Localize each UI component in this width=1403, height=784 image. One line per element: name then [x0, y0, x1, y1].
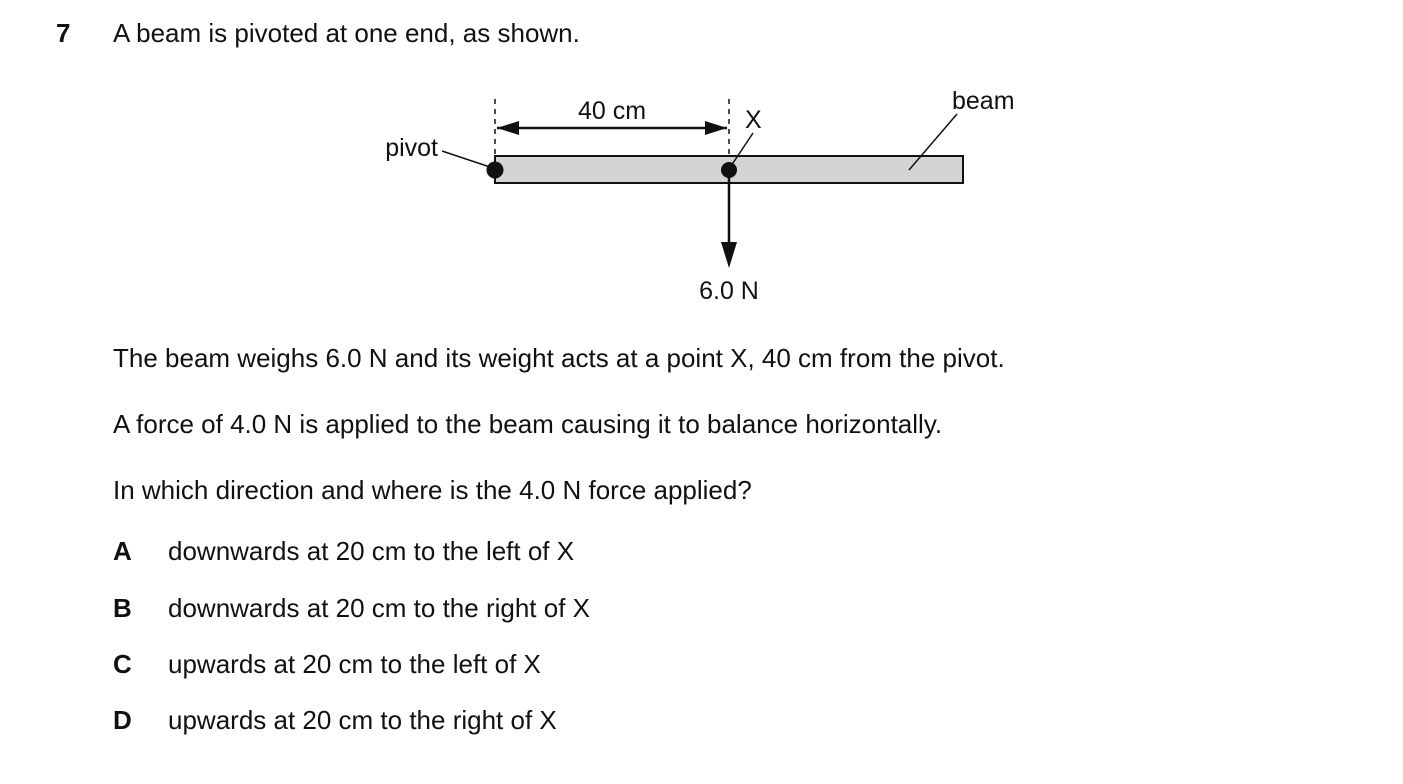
- option-b-letter: B: [113, 593, 132, 623]
- question-number: 7: [56, 18, 71, 48]
- question-stem: A beam is pivoted at one end, as shown.: [113, 18, 580, 48]
- force-label: 6.0 N: [699, 277, 759, 305]
- force-arrowhead: [721, 242, 737, 268]
- beam-diagram: [0, 0, 1403, 320]
- question-prompt: In which direction and where is the 4.0 N force applied?: [113, 475, 752, 505]
- info-paragraph-1: The beam weighs 6.0 N and its weight acts at a point X, 40 cm from the pivot.: [113, 343, 1005, 373]
- info-paragraph-2: A force of 4.0 N is applied to the beam causing it to balance horizontally.: [113, 409, 943, 439]
- x-label: X: [745, 106, 762, 134]
- option-d-letter: D: [113, 705, 132, 735]
- option-a-letter: A: [113, 536, 132, 566]
- distance-arrowhead-right: [705, 121, 727, 135]
- distance-label: 40 cm: [577, 97, 647, 125]
- option-a-text[interactable]: downwards at 20 cm to the left of X: [168, 536, 575, 566]
- option-c-letter: C: [113, 649, 132, 679]
- option-c-text[interactable]: upwards at 20 cm to the left of X: [168, 649, 541, 679]
- distance-arrowhead-left: [497, 121, 519, 135]
- beam-label: beam: [952, 87, 1015, 115]
- option-b-text[interactable]: downwards at 20 cm to the right of X: [168, 593, 590, 623]
- pivot-leader-line: [442, 151, 493, 168]
- pivot-label: pivot: [385, 134, 438, 162]
- pivot-dot: [487, 162, 504, 179]
- option-d-text[interactable]: upwards at 20 cm to the right of X: [168, 705, 557, 735]
